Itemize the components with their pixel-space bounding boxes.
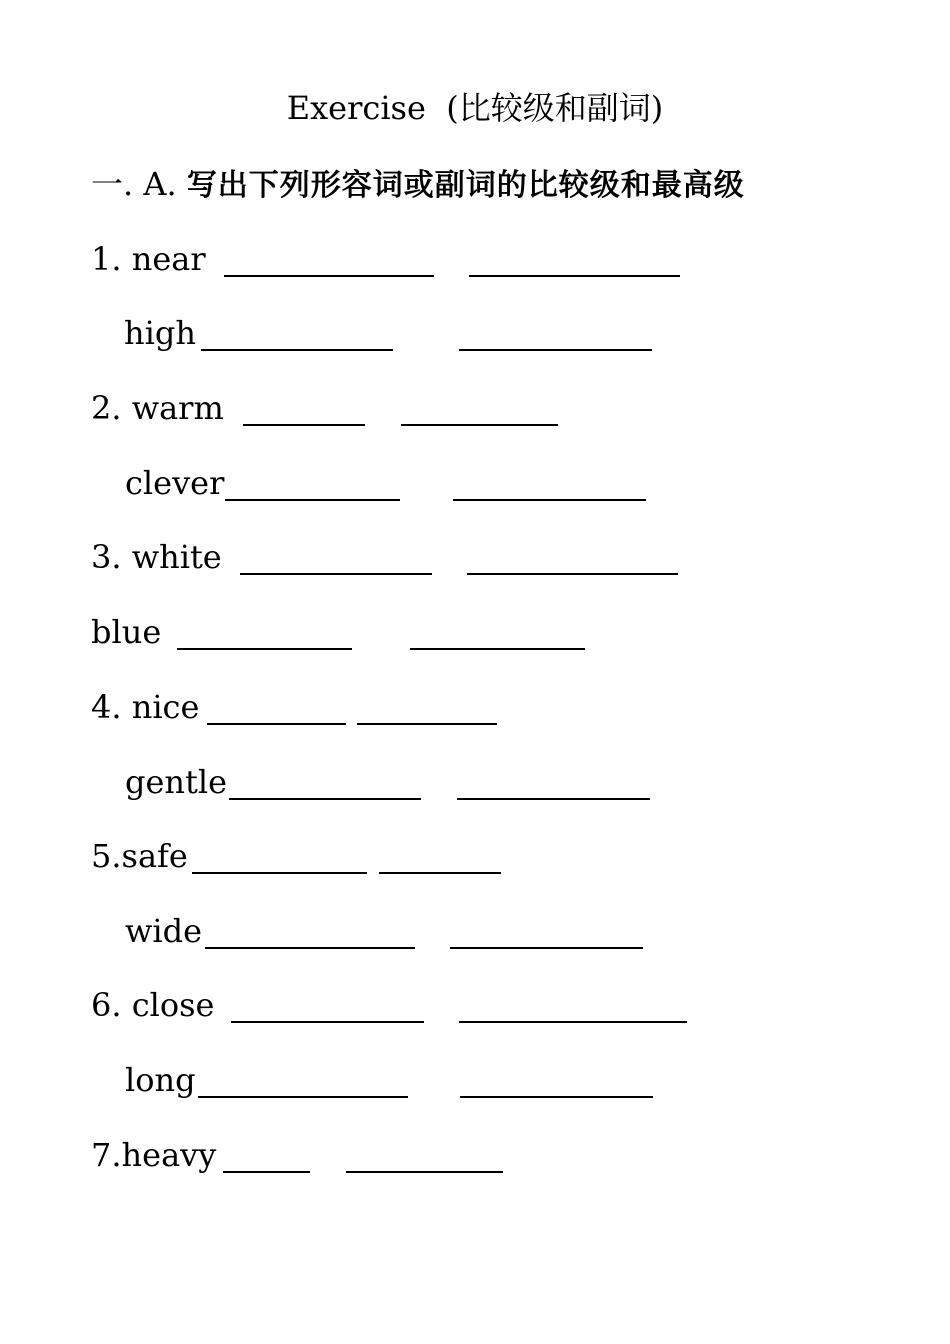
superlative-blank[interactable] xyxy=(459,1021,687,1023)
comparative-blank[interactable] xyxy=(201,349,393,351)
section-prefix: 一. A. xyxy=(91,165,177,203)
exercise-row xyxy=(0,535,950,579)
superlative-blank[interactable] xyxy=(457,798,650,800)
superlative-blank[interactable] xyxy=(379,872,501,874)
exercise-word: high xyxy=(124,314,196,352)
exercise-row xyxy=(0,311,950,355)
exercise-row xyxy=(0,834,950,878)
superlative-blank[interactable] xyxy=(401,424,558,426)
exercise-row xyxy=(0,983,950,1027)
section-heading xyxy=(91,162,745,208)
exercise-word: 2. warm xyxy=(91,389,224,427)
superlative-blank[interactable] xyxy=(357,723,497,725)
exercise-word: long xyxy=(125,1061,196,1099)
superlative-blank[interactable] xyxy=(469,275,680,277)
exercise-word: blue xyxy=(91,613,162,651)
exercise-word: 1. near xyxy=(91,240,206,278)
superlative-blank[interactable] xyxy=(453,499,646,501)
comparative-blank[interactable] xyxy=(231,1021,424,1023)
comparative-blank[interactable] xyxy=(207,723,346,725)
comparative-blank[interactable] xyxy=(205,947,415,949)
superlative-blank[interactable] xyxy=(410,648,585,650)
superlative-blank[interactable] xyxy=(450,947,643,949)
exercise-row xyxy=(0,461,950,505)
exercise-word: 6. close xyxy=(91,986,215,1024)
comparative-blank[interactable] xyxy=(229,798,421,800)
section-instruction: 写出下列形容词或副词的比较级和最高级 xyxy=(186,168,745,203)
superlative-blank[interactable] xyxy=(467,573,678,575)
exercise-word: 7.heavy xyxy=(91,1136,217,1174)
exercise-row xyxy=(0,610,950,654)
page-title: Exercise (比较级和副词) xyxy=(286,89,664,127)
exercise-row xyxy=(0,237,950,281)
exercise-word: 4. nice xyxy=(91,688,200,726)
exercise-word: 5.safe xyxy=(91,837,188,875)
exercise-row xyxy=(0,909,950,953)
exercise-row xyxy=(0,386,950,430)
exercise-word: 3. white xyxy=(91,538,222,576)
superlative-blank[interactable] xyxy=(459,349,652,351)
exercise-row xyxy=(0,1133,950,1177)
superlative-blank[interactable] xyxy=(460,1096,653,1098)
comparative-blank[interactable] xyxy=(198,1096,408,1098)
comparative-blank[interactable] xyxy=(224,275,434,277)
comparative-blank[interactable] xyxy=(240,573,432,575)
superlative-blank[interactable] xyxy=(346,1171,503,1173)
exercise-word: wide xyxy=(125,912,203,950)
comparative-blank[interactable] xyxy=(192,872,367,874)
comparative-blank[interactable] xyxy=(225,499,400,501)
comparative-blank[interactable] xyxy=(177,648,352,650)
comparative-blank[interactable] xyxy=(223,1171,310,1173)
comparative-blank[interactable] xyxy=(243,424,365,426)
exercise-row xyxy=(0,760,950,804)
exercise-row xyxy=(0,1058,950,1102)
exercise-word: clever xyxy=(125,464,225,502)
exercise-row xyxy=(0,685,950,729)
exercise-word: gentle xyxy=(125,763,228,801)
